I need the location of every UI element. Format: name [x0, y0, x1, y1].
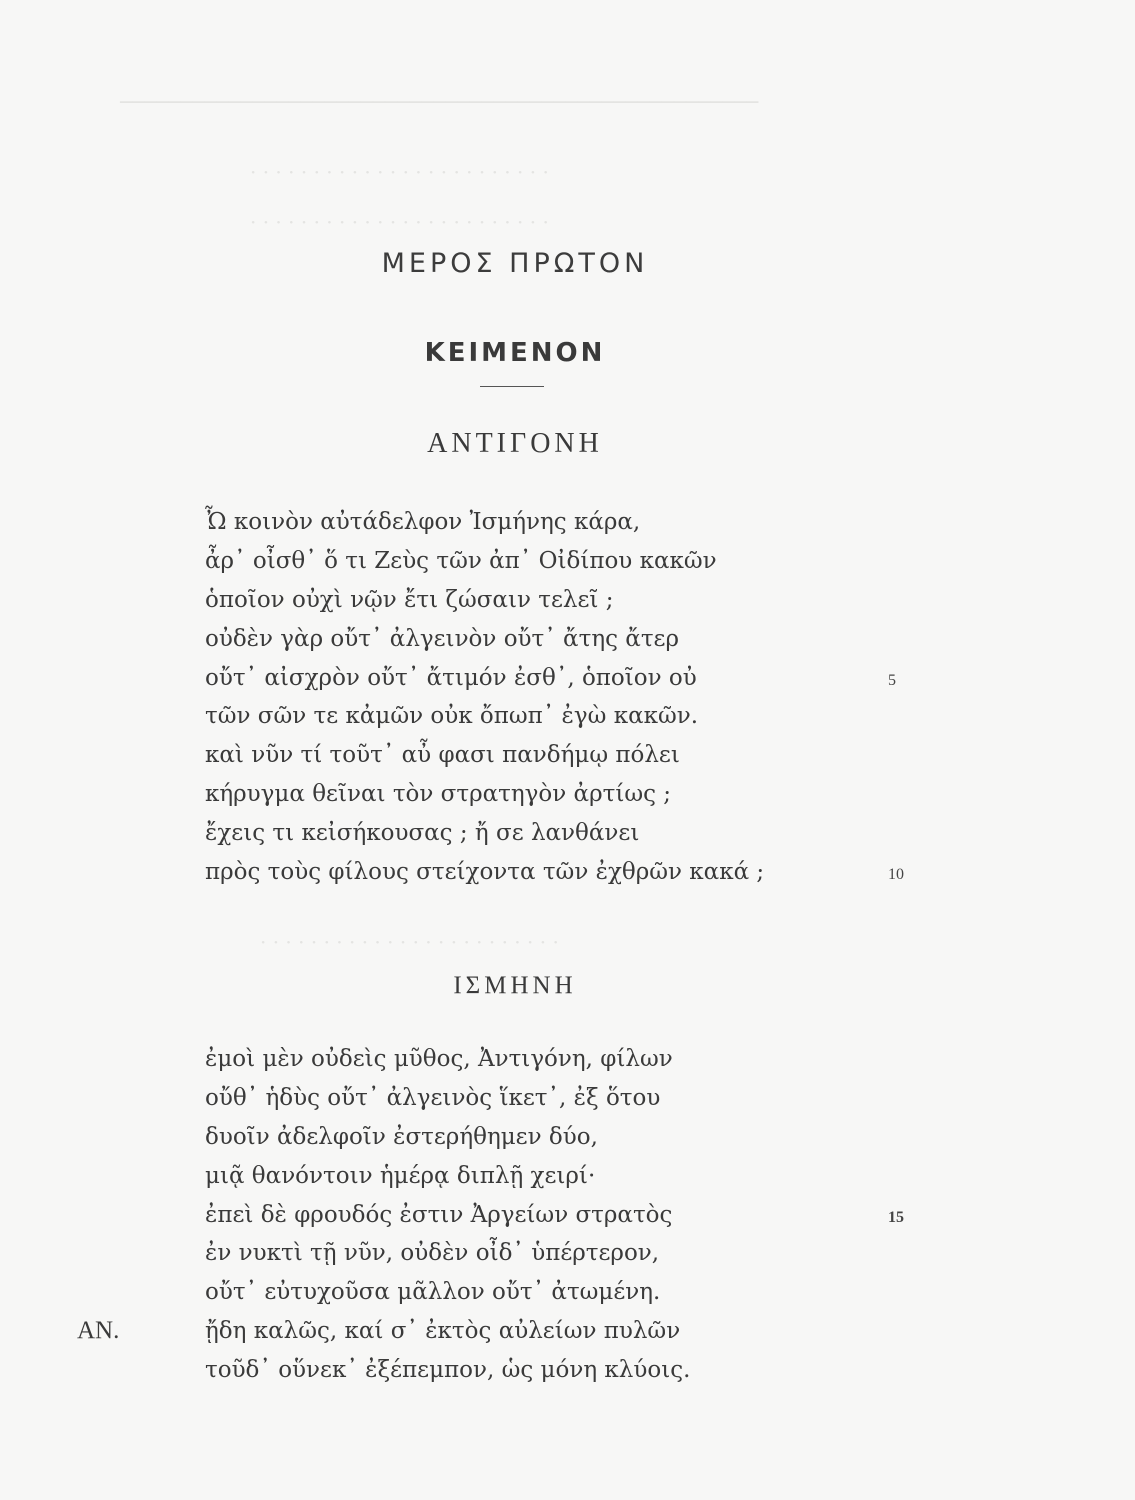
verse-text: ὁποῖον οὐχὶ νῷν ἔτι ζώσαιν τελεῖ ;: [205, 586, 614, 613]
speaker-abbreviation: ΑΝ.: [77, 1317, 120, 1345]
verse-line: [205, 697, 935, 736]
verse-line: [77, 1312, 935, 1351]
verse-text: οὐδὲν γὰρ οὔτ᾽ ἀλγεινὸν οὔτ᾽ ἄτης ἄτερ: [205, 625, 679, 652]
verse-line: [205, 1118, 935, 1157]
ismene-speech: [77, 1040, 935, 1390]
verse-line: [205, 814, 935, 853]
verse-text: δυοῖν ἀδελφοῖν ἐστερήθημεν δύο,: [205, 1123, 598, 1150]
verse-line: [205, 1234, 935, 1273]
verse-line: [205, 853, 935, 892]
line-number: 5: [888, 671, 896, 689]
verse-line: [205, 1351, 935, 1390]
verse-text: ἐμοὶ μὲν οὐδεὶς μῦθος, Ἀντιγόνη, φίλων: [205, 1046, 673, 1072]
line-number: 15: [888, 1208, 904, 1226]
verse-line: [205, 581, 935, 620]
verse-line: [205, 542, 935, 581]
verse-line: [205, 1273, 935, 1312]
antigone-speech: [205, 503, 935, 892]
speaker-heading-ismene: ΙΣΜΗΝΗ: [453, 972, 577, 999]
verse-text: ᾔδη καλῶς, καί σ᾽ ἐκτὸς αὐλείων πυλῶν: [205, 1318, 681, 1345]
verse-text: οὔτ᾽ αἰσχρὸν οὔτ᾽ ἄτιμόν ἐσθ᾽, ὁποῖον οὐ: [205, 664, 697, 691]
verse-text: Ὦ κοινὸν αὐτάδελφον Ἰσμήνης κάρα,: [205, 509, 641, 535]
section-divider: [480, 386, 544, 387]
verse-line: [205, 1079, 935, 1118]
verse-line: [205, 775, 935, 814]
verse-text: ἔχεις τι κεἰσήκουσας ; ἤ σε λανθάνει: [205, 820, 640, 847]
verse-line: [205, 1196, 935, 1235]
part-title: ΜΕΡΟΣ ΠΡΩΤΟΝ: [381, 248, 649, 279]
verse-text: οὔτ᾽ εὐτυχοῦσα μᾶλλον οὔτ᾽ ἀτωμένη.: [205, 1279, 661, 1306]
verse-text: κήρυγμα θεῖναι τὸν στρατηγὸν ἀρτίως ;: [205, 781, 672, 808]
verse-text: τοῦδ᾽ οὕνεκ᾽ ἐξέπεμπον, ὡς μόνη κλύοις.: [205, 1357, 691, 1384]
verse-line: [205, 736, 935, 775]
verse-text: τῶν σῶν τε κἀμῶν οὐκ ὄπωπ᾽ ἐγὼ κακῶν.: [205, 703, 699, 730]
verse-line: [205, 1040, 935, 1079]
section-title: ΚΕΙΜΕΝΟΝ: [424, 338, 606, 368]
verse-text: ἐν νυκτὶ τῇ νῦν, οὐδὲν οἶδ᾽ ὑπέρτερον,: [205, 1240, 660, 1267]
verse-text: μιᾷ θανόντοιν ἡμέρᾳ διπλῇ χειρί·: [205, 1162, 596, 1189]
verse-line: [205, 620, 935, 659]
verse-line: [205, 503, 935, 542]
verse-text: ἐπεὶ δὲ φρουδός ἐστιν Ἀργείων στρατὸς: [205, 1201, 673, 1228]
book-page: ───────────────────────────────────────────────────── · · · · · · · · · · · · · · · · · · · · · · · · · · · · · · · · · · · · · · · · · · · · · · · · · · · · · · · · · · · · · · · · · · · · · · · · ΜΕΡΟΣ ΠΡΩΤΟΝ ΚΕΙΜΕΝΟΝ ΑΝΤΙΓΟΝΗ Ὦ κοινὸν αὐτάδελφον Ἰσμήνης κάρα, ἆρ᾽ οἶσθ᾽ ὅ τι Ζεὺς τῶν ἀπ᾽ Οἰδίπου κακῶν ὁποῖον οὐχὶ νῷν ἔτι ζώσαιν τελεῖ ; οὐδὲν γὰρ οὔτ᾽ ἀλγεινὸν οὔτ᾽ ἄτης ἄτερ οὔτ᾽ αἰσχρὸν οὔτ᾽ ἄτιμόν ἐσθ᾽, ὁποῖον οὐ 5 τῶν σῶν τε κἀμῶν οὐκ ὄπωπ᾽ ἐγὼ κακῶν. καὶ νῦν τί τοῦτ᾽ αὖ φασι πανδήμῳ πόλει κήρυγμα θεῖναι τὸν στρατηγὸν ἀρτίως ; ἔχεις τι κεἰσήκουσας ; ἤ σε λανθάνει πρὸς τοὺς φίλους στείχοντα τῶν ἐχθρῶν κακά ; 10 ΙΣΜΗΝΗ ἐμοὶ μὲν οὐδεὶς μῦθος, Ἀντιγόνη, φίλων οὔθ᾽ ἡδὺς οὔτ᾽ ἀλγεινὸς ἵκετ᾽, ἐξ ὅτου δυοῖν ἀδελφοῖν ἐστερήθημεν δύο, μιᾷ θανόντοιν ἡμέρᾳ διπλῇ χειρί· ἐπεὶ δὲ φρουδός ἐστιν Ἀργείων στρατὸς 15 ἐν νυκτὶ τῇ νῦν, οὐδὲν οἶδ᾽ ὑπέρτερον, οὔτ᾽ εὐτυχοῦσα μᾶλλον οὔτ᾽ ἀτωμένη. ΑΝ. ᾔδη καλῶς, καί σ᾽ ἐκτὸς αὐλείων πυλῶν τοῦδ᾽ οὕνεκ᾽ ἐξέπεμπον, ὡς μόνη κλύοις.: [0, 0, 1135, 1500]
verse-text: ἆρ᾽ οἶσθ᾽ ὅ τι Ζεὺς τῶν ἀπ᾽ Οἰδίπου κακῶν: [205, 547, 717, 574]
verse-text: οὔθ᾽ ἡδὺς οὔτ᾽ ἀλγεινὸς ἵκετ᾽, ἐξ ὅτου: [205, 1084, 661, 1111]
verse-text: πρὸς τοὺς φίλους στείχοντα τῶν ἐχθρῶν κακά ;: [205, 859, 765, 886]
verse-text: καὶ νῦν τί τοῦτ᾽ αὖ φασι πανδήμῳ πόλει: [205, 742, 680, 769]
line-number: 10: [888, 866, 904, 884]
speaker-heading-antigone: ΑΝΤΙΓΟΝΗ: [427, 428, 603, 459]
verse-line: [205, 1157, 935, 1196]
verse-line: [205, 659, 935, 698]
